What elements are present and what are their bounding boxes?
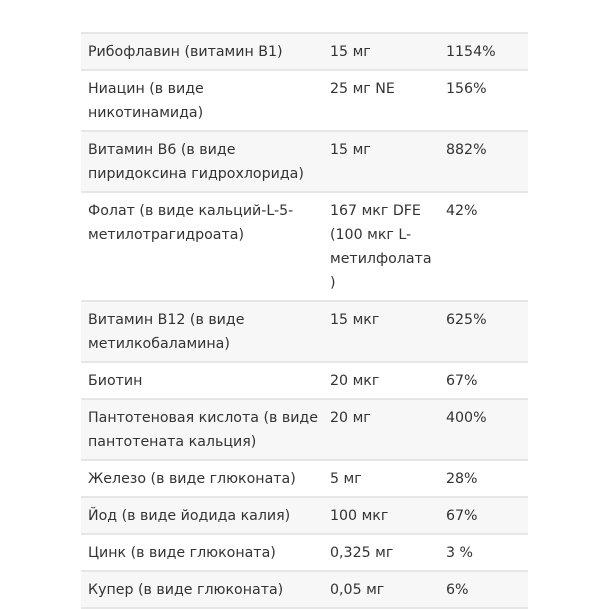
nutrient-amount: 15 мг: [330, 142, 371, 158]
nutrient-amount: 25 мг NE: [330, 81, 395, 97]
nutrient-amount: 15 мг: [330, 44, 371, 60]
nutrition-table: [81, 32, 528, 609]
table-row: [81, 571, 528, 608]
nutrient-name: Фолат (в виде кальций-L-5-метилотрагидроата): [88, 203, 294, 243]
nutrient-name: Пантотеновая кислота (в виде пантотената кальция): [88, 410, 318, 450]
nutrient-amount: 5 мг: [330, 471, 362, 487]
nutrient-amount: 100 мкг: [330, 508, 389, 524]
nutrient-name: Витамин B12 (в виде метилкобаламина): [88, 312, 245, 352]
nutrient-name: Купер (в виде глюконата): [88, 582, 284, 598]
nutrient-amount: 0,05 мг: [330, 582, 385, 598]
nutrient-daily-value: 3 %: [446, 545, 474, 561]
nutrient-daily-value: 42%: [446, 203, 478, 219]
nutrient-daily-value: 1154%: [446, 44, 496, 60]
nutrient-name: Ниацин (в виде никотинамида): [88, 81, 204, 121]
table-row: [81, 33, 528, 70]
table-row: [81, 460, 528, 497]
nutrient-name: Цинк (в виде глюконата): [88, 545, 276, 561]
nutrient-amount: 15 мкг: [330, 312, 380, 328]
nutrient-amount: 20 мкг: [330, 373, 380, 389]
nutrition-table-container: [81, 32, 528, 609]
nutrient-amount: 167 мкг DFE (100 мкг L-метилфолата): [330, 203, 432, 291]
nutrient-name: Йод (в виде йодида калия): [88, 508, 291, 524]
nutrient-name: Железо (в виде глюконата): [88, 471, 296, 487]
nutrient-daily-value: 67%: [446, 373, 478, 389]
nutrient-name: Биотин: [88, 373, 143, 389]
nutrient-daily-value: 625%: [446, 312, 487, 328]
table-row: [81, 497, 528, 534]
nutrient-daily-value: 882%: [446, 142, 487, 158]
table-row: [81, 534, 528, 571]
table-row: [81, 362, 528, 399]
table-row: [81, 399, 528, 460]
nutrient-daily-value: 67%: [446, 508, 478, 524]
nutrient-daily-value: 6%: [446, 582, 469, 598]
nutrient-daily-value: 156%: [446, 81, 487, 97]
table-row: [81, 192, 528, 301]
table-row: [81, 301, 528, 362]
nutrient-name: Витамин B6 (в виде пиридоксина гидрохлорида): [88, 142, 304, 182]
nutrient-amount: 0,325 мг: [330, 545, 394, 561]
nutrient-daily-value: 400%: [446, 410, 487, 426]
nutrient-amount: 20 мг: [330, 410, 371, 426]
table-row: [81, 131, 528, 192]
table-row: [81, 70, 528, 131]
nutrient-name: Рибофлавин (витамин B1): [88, 44, 283, 60]
nutrient-daily-value: 28%: [446, 471, 478, 487]
nutrition-table-body: [81, 33, 528, 608]
